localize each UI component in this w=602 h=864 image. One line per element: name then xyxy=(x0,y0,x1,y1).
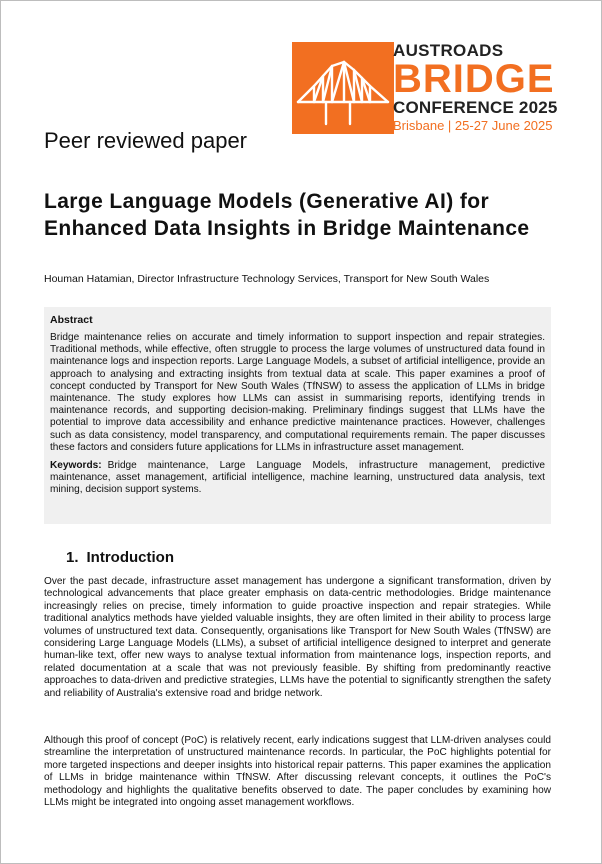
paper-title: Large Language Models (Generative AI) for Enhanced Data Insights in Bridge Maintenance xyxy=(44,190,530,240)
section-number: 1. xyxy=(66,549,79,566)
keywords xyxy=(50,460,545,497)
section-heading xyxy=(66,549,174,566)
logo-date: Brisbane | 25-27 June 2025 xyxy=(393,118,553,133)
paragraph-1: Over the past decade, infrastructure asset management has undergone a significant transformation, driven by technological advancements that place greater emphasis on data-centric methodologies. Bridge maintenance increasingly relies on precise, timely information to guide proactive inspection and repair strategies. While traditional analytics methods have yielded valuable insights, they are often limited in their ability to process large volumes of unstructured text data. Consequently, organisations like Transport for New South Wales (TfNSW) are considering Large Language Models (LLMs), a subset of artificial intelligence designed to interpret and generate human-like text, offer new ways to analyse textual information from maintenance logs, inspection reports, and related documentation at a scale that was not previously feasible. By shifting from predominantly reactive approaches to data-driven and predictive strategies, LLMs have the potential to significantly strengthen the safety and reliability of Australia's extensive road and bridge network. xyxy=(44,576,551,699)
keywords-label: Keywords: xyxy=(50,460,102,472)
abstract-body: Bridge maintenance relies on accurate and timely information to support inspection and repair strategies. Traditional methods, while effective, often struggle to process the large volumes of unstructured data found in maintenance logs and inspection reports. Large Language Models, a subset of artificial intelligence, provide an approach to analysing and extracting insights from textual data at scale. This paper examines a proof of concept conducted by Transport for New South Wales (TfNSW) to assess the application of LLMs in bridge maintenance. The study explores how LLMs can assist in summarising reports, identifying trends in maintenance records, and supporting decision-making. Preliminary findings suggest that LLMs have the potential to improve data accessibility and enhance predictive maintenance practices. However, challenges such as data consistency, model transparency, and computational requirements remain. The paper discusses these factors and considers future applications for LLMs in infrastructure asset management. xyxy=(50,332,545,453)
authors-line: Houman Hatamian, Director Infrastructure Technology Services, Transport for New South Wales xyxy=(44,273,490,285)
bridge-logo-icon xyxy=(292,42,394,134)
keywords-list: Bridge maintenance, Large Language Models, infrastructure management, predictive maintenance, asset management, artificial intelligence, machine learning, unstructured data analysis, text mining, decision support systems. xyxy=(50,460,545,496)
abstract-heading: Abstract xyxy=(50,314,93,326)
logo-austroads: AUSTROADS xyxy=(393,41,504,60)
logo-conference: CONFERENCE 2025 xyxy=(393,98,558,117)
abstract-box xyxy=(44,307,551,524)
paper-type: Peer reviewed paper xyxy=(44,128,248,153)
section-title: Introduction xyxy=(86,549,174,566)
logo-bridge: BRIDGE xyxy=(393,57,555,101)
conference-logo-text xyxy=(393,42,563,134)
paragraph-2: Although this proof of concept (PoC) is relatively recent, early indications suggest that LLM-driven analyses could streamline the interpretation of unstructured maintenance records. In particular, the PoC highlights potential for more targeted inspections and deeper insights into historical repair patterns. This paper examines the application of LLMs in bridge maintenance within TfNSW. After discussing relevant concepts, it outlines the PoC's methodology and highlights the qualitative benefits observed to date. The paper concludes by examining how LLMs might be integrated into ongoing asset management workflows. xyxy=(44,735,551,809)
